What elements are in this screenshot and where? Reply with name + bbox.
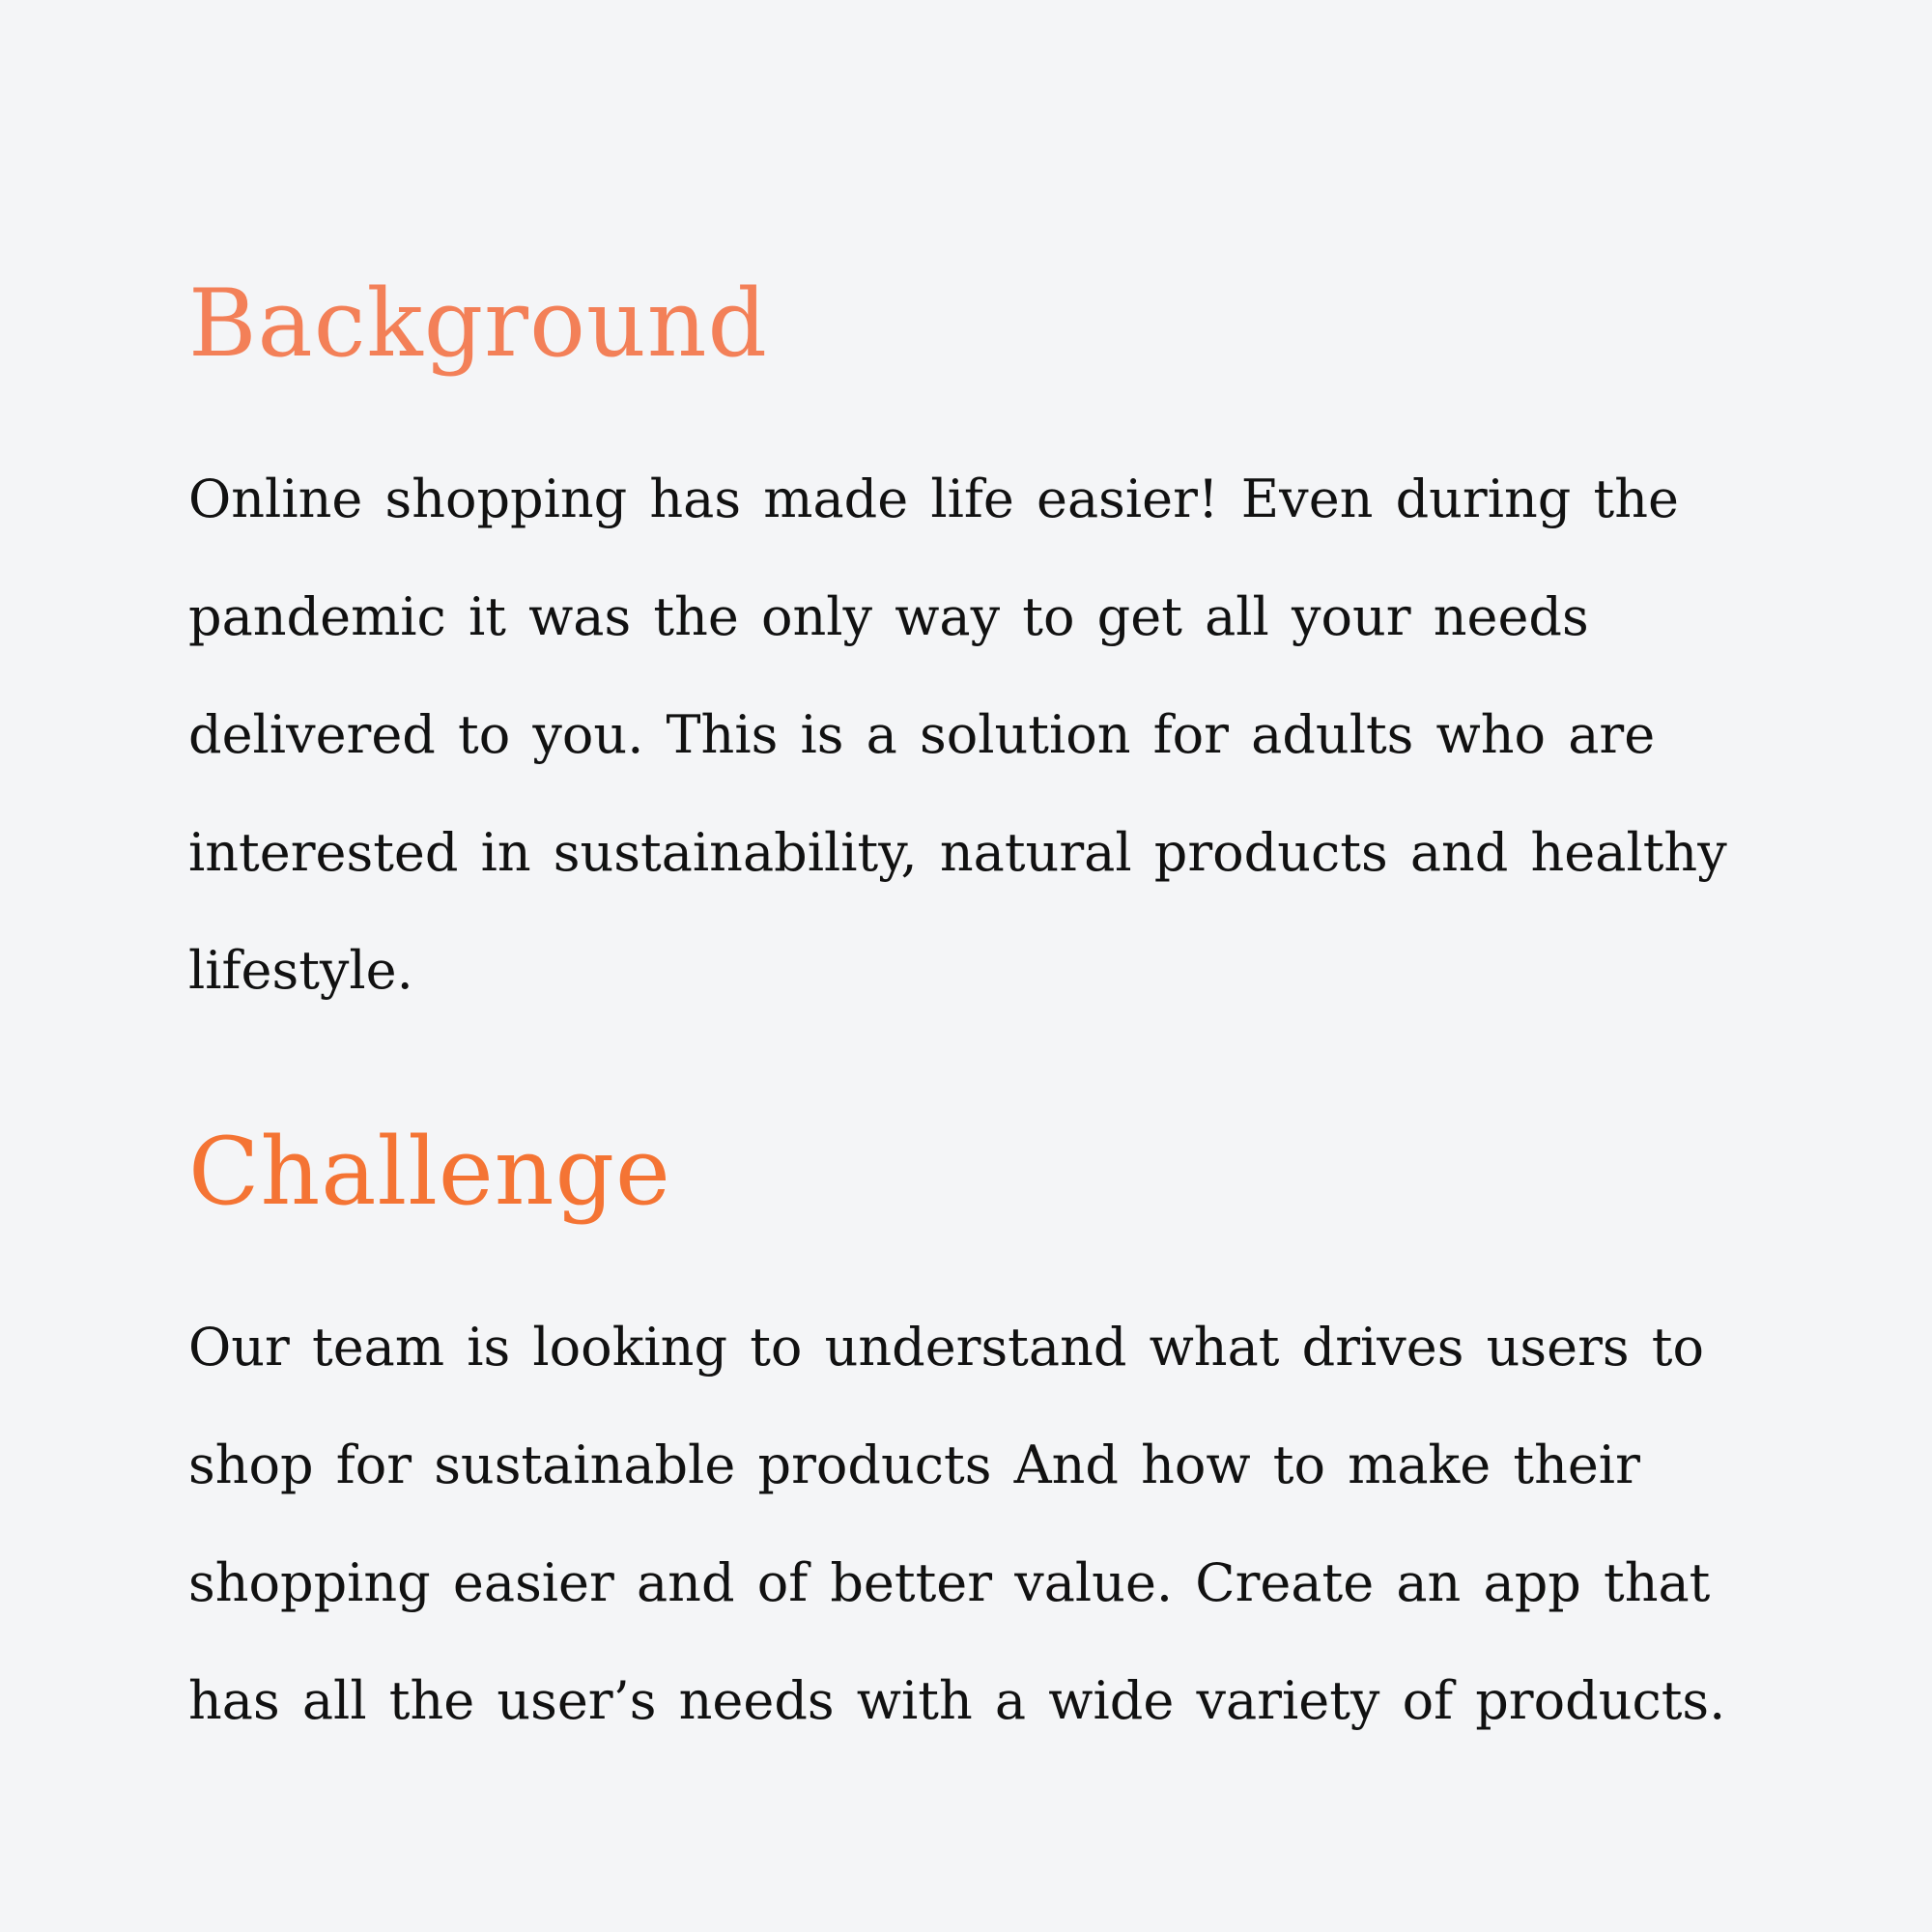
background-section — [188, 261, 1773, 1030]
challenge-section — [188, 1109, 1773, 1760]
document-content — [188, 261, 1773, 1760]
challenge-heading: Challenge — [188, 1118, 671, 1226]
background-paragraph: Online shopping has made life easier! Even during the pandemic it was the only way to get all your needs delivered to you. This is a solution for adults who are interested in sustainability, natural products and healthy lifestyle. — [188, 469, 1727, 1001]
background-heading: Background — [188, 270, 768, 378]
challenge-paragraph: Our team is looking to understand what drives users to shop for sustainable products And how to make their shopping easier and of better value. Create an app that has all the user’s needs with a wide variety of products. — [188, 1317, 1726, 1731]
